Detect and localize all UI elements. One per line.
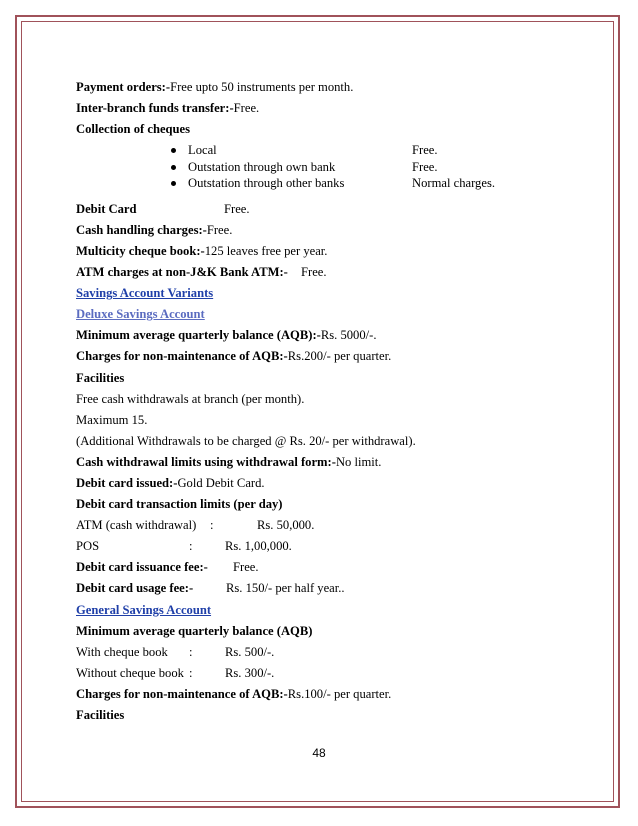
general-nonmaint-label: Charges for non-maintenance of AQB:- bbox=[76, 686, 288, 701]
pos-row-label: POS bbox=[76, 539, 100, 554]
deluxe-line bbox=[76, 307, 576, 328]
pos-row bbox=[76, 539, 576, 560]
payment-orders-label: Payment orders:- bbox=[76, 80, 171, 94]
without-cheque-sep: : bbox=[189, 665, 193, 680]
atm-row-value: Rs. 50,000. bbox=[257, 518, 315, 533]
additional-text: (Additional Withdrawals to be charged @ Rs. 20/- per withdrawal). bbox=[76, 433, 416, 448]
debit-issued-value: Gold Debit Card. bbox=[177, 476, 265, 490]
without-cheque-row bbox=[76, 666, 576, 687]
issuance-label: Debit card issuance fee:- bbox=[76, 560, 208, 575]
facilities-line bbox=[76, 371, 576, 392]
deluxe-nonmaint-label: Charges for non-maintenance of AQB:- bbox=[76, 349, 288, 364]
payment-orders-line bbox=[76, 80, 576, 101]
atm-row-label: ATM (cash withdrawal) bbox=[76, 518, 197, 533]
atm-charges-label: ATM charges at non-J&K Bank ATM:- bbox=[76, 265, 288, 280]
bullet-icon bbox=[171, 165, 176, 170]
without-cheque-value: Rs. 300/-. bbox=[225, 665, 275, 680]
maximum-text: Maximum 15. bbox=[76, 412, 148, 427]
pos-row-value: Rs. 1,00,000. bbox=[225, 539, 292, 554]
facilities-line-2 bbox=[76, 708, 576, 729]
multicity-label: Multicity cheque book:- bbox=[76, 243, 205, 258]
facilities-heading: Facilities bbox=[76, 370, 125, 385]
deluxe-aqb-value: Rs. 5000/-. bbox=[320, 328, 377, 343]
deluxe-nonmaint-value: Rs.200/- per quarter. bbox=[287, 349, 392, 364]
issuance-line bbox=[76, 560, 576, 581]
maximum-line bbox=[76, 413, 576, 434]
pos-row-sep: : bbox=[189, 539, 193, 554]
collection-item-value: Free. bbox=[412, 143, 438, 158]
txn-limits-line bbox=[76, 497, 576, 518]
cash-handling-line bbox=[76, 223, 576, 244]
txn-limits-heading: Debit card transaction limits (per day) bbox=[76, 497, 283, 512]
general-nonmaint-line bbox=[76, 687, 576, 708]
without-cheque-label: Without cheque book bbox=[76, 665, 184, 680]
savings-variants-line bbox=[76, 286, 576, 307]
general-nonmaint-value: Rs.100/- per quarter. bbox=[287, 686, 392, 701]
debit-card-line bbox=[76, 202, 576, 223]
deluxe-aqb-label: Minimum average quarterly balance (AQB):- bbox=[76, 328, 321, 343]
issuance-value: Free. bbox=[233, 560, 259, 575]
additional-line bbox=[76, 434, 576, 455]
debit-card-label: Debit Card bbox=[76, 201, 137, 216]
document-body bbox=[76, 80, 576, 729]
with-cheque-value: Rs. 500/-. bbox=[225, 644, 275, 659]
with-cheque-sep: : bbox=[189, 644, 193, 659]
page-number: 48 bbox=[312, 746, 326, 760]
collection-heading: Collection of cheques bbox=[76, 122, 191, 137]
deluxe-savings-link[interactable]: Deluxe Savings Account bbox=[76, 307, 205, 322]
deluxe-aqb-line bbox=[76, 328, 576, 349]
collection-item-value: Normal charges. bbox=[412, 176, 495, 191]
general-savings-link[interactable]: General Savings Account bbox=[76, 602, 212, 617]
multicity-line bbox=[76, 244, 576, 265]
cash-handling-value: Free. bbox=[206, 222, 233, 237]
bullet-icon bbox=[171, 181, 176, 186]
facilities-heading-2: Facilities bbox=[76, 708, 125, 723]
collection-list bbox=[76, 143, 576, 193]
cash-handling-label: Cash handling charges:- bbox=[76, 222, 207, 237]
debit-issued-line bbox=[76, 476, 576, 497]
list-item bbox=[76, 143, 576, 160]
debit-card-value: Free. bbox=[224, 201, 250, 216]
atm-row bbox=[76, 518, 576, 539]
free-cash-line bbox=[76, 392, 576, 413]
collection-heading-line bbox=[76, 122, 576, 143]
payment-orders-value: Free upto 50 instruments per month. bbox=[170, 80, 354, 94]
bullet-icon bbox=[171, 148, 176, 153]
usage-label: Debit card usage fee:- bbox=[76, 581, 194, 596]
general-line bbox=[76, 603, 576, 624]
usage-line bbox=[76, 581, 576, 602]
collection-item-label: Outstation through other banks bbox=[188, 176, 345, 191]
interbranch-label: Inter-branch funds transfer:- bbox=[76, 101, 234, 116]
free-cash-text: Free cash withdrawals at branch (per month). bbox=[76, 391, 305, 406]
collection-item-value: Free. bbox=[412, 159, 438, 174]
list-item bbox=[76, 176, 576, 193]
atm-charges-line bbox=[76, 265, 576, 286]
general-aqb-heading: Minimum average quarterly balance (AQB) bbox=[76, 623, 313, 638]
deluxe-nonmaint-line bbox=[76, 349, 576, 370]
interbranch-line bbox=[76, 101, 576, 122]
savings-variants-link[interactable]: Savings Account Variants bbox=[76, 286, 214, 301]
collection-item-label: Local bbox=[188, 143, 217, 158]
general-aqb-line bbox=[76, 624, 576, 645]
with-cheque-label: With cheque book bbox=[76, 644, 168, 659]
with-cheque-row bbox=[76, 645, 576, 666]
atm-charges-value: Free. bbox=[301, 265, 327, 280]
interbranch-value: Free. bbox=[233, 101, 260, 116]
cash-limit-label: Cash withdrawal limits using withdrawal form:- bbox=[76, 454, 336, 469]
atm-row-sep: : bbox=[210, 518, 214, 533]
collection-item-label: Outstation through own bank bbox=[188, 159, 336, 174]
cash-limit-line bbox=[76, 455, 576, 476]
usage-value: Rs. 150/- per half year.. bbox=[226, 581, 345, 596]
debit-issued-label: Debit card issued:- bbox=[76, 476, 178, 490]
list-item bbox=[76, 160, 576, 177]
cash-limit-value: No limit. bbox=[335, 454, 382, 469]
multicity-value: 125 leaves free per year. bbox=[204, 243, 328, 258]
